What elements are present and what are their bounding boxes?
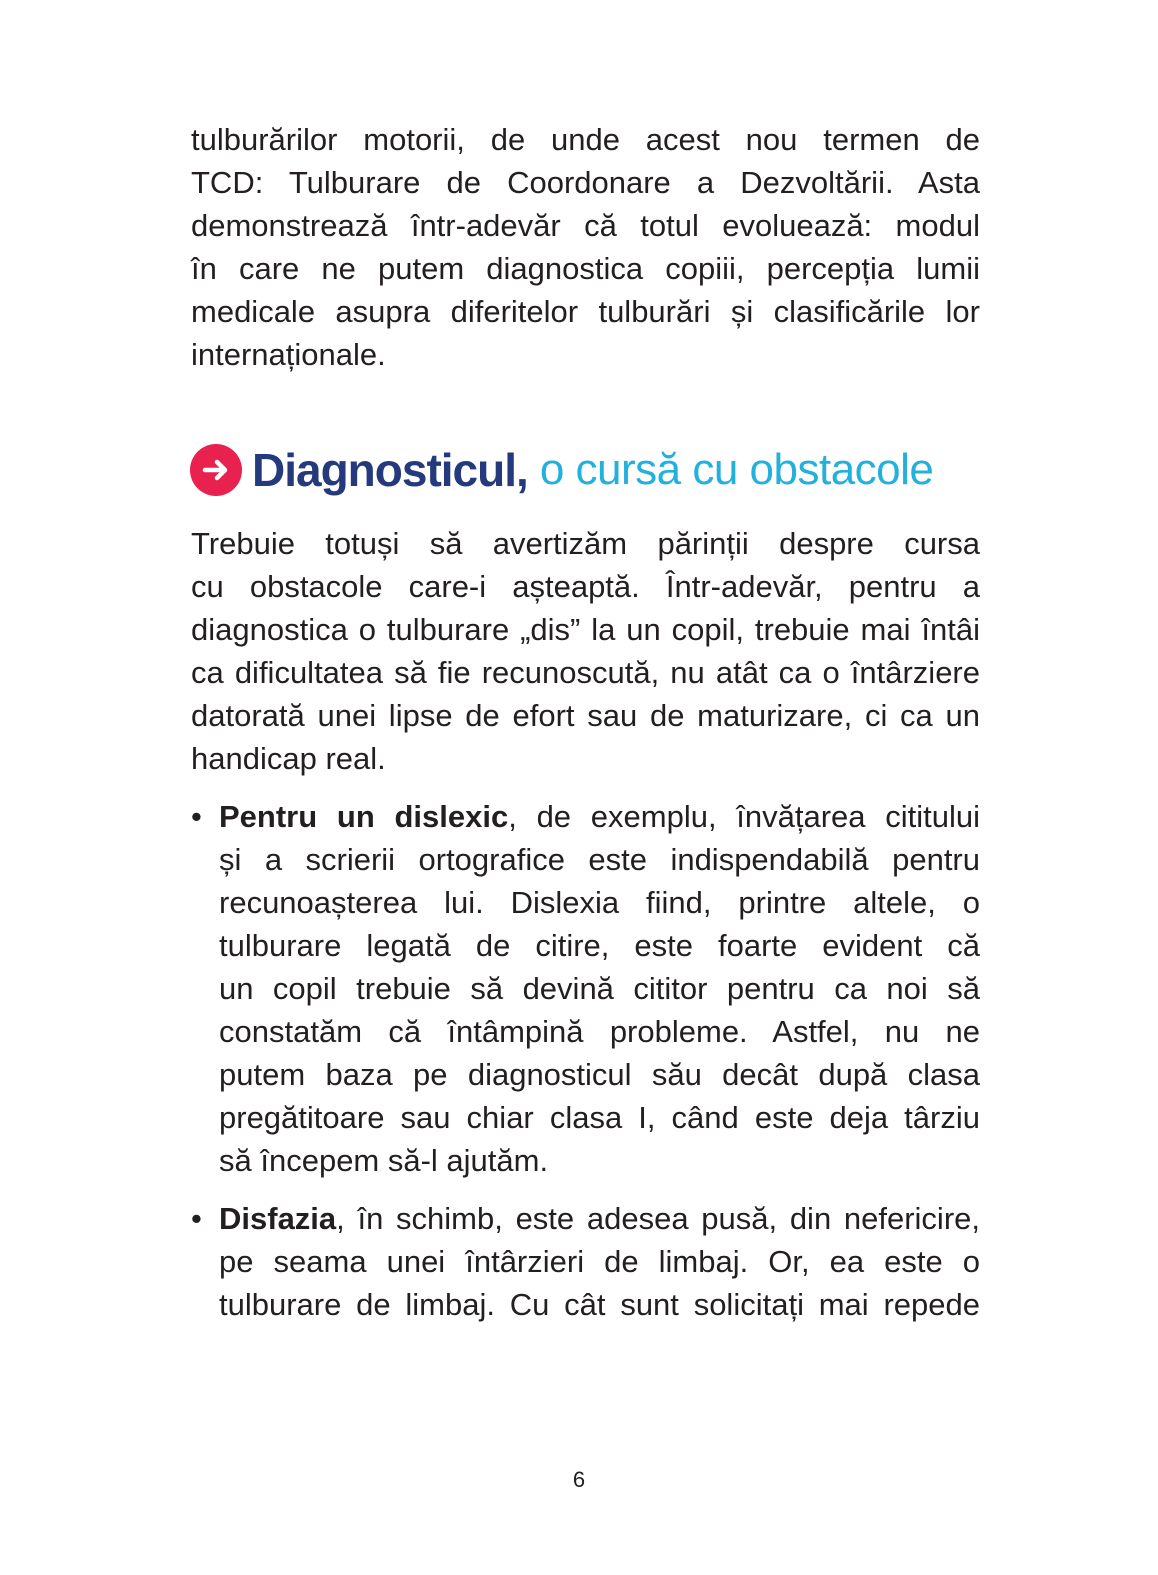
text-line bbox=[219, 1197, 980, 1240]
text-line-content: TCD: Tulburare de Coordonare a Dezvoltării. Asta bbox=[191, 165, 980, 200]
text-line bbox=[191, 522, 980, 565]
text-line-content: în care ne putem diagnostica copiii, percepția lumii bbox=[191, 251, 980, 286]
text-line-content: cu obstacole care-i așteaptă. Într-adevăr, pentru a bbox=[191, 569, 980, 604]
text-line bbox=[191, 118, 980, 161]
section-heading bbox=[190, 440, 933, 500]
text-line bbox=[219, 1139, 980, 1182]
text-line-content: demonstrează într-adevăr că totul evoluează: modul bbox=[191, 208, 980, 243]
text-line-content: un copil trebuie să devină cititor pentru ca noi să bbox=[219, 971, 980, 1006]
text-line-content: medicale asupra diferitelor tulburări și clasificările lor bbox=[191, 294, 980, 329]
paragraph-warning bbox=[191, 522, 980, 780]
text-line-content: să începem să-l ajutăm. bbox=[219, 1143, 549, 1178]
heading-bold: Diagnosticul, bbox=[252, 444, 528, 496]
text-line-content: ca dificultatea să fie recunoscută, nu atât ca o întârziere bbox=[191, 655, 980, 690]
text-line-content: handicap real. bbox=[191, 741, 386, 776]
text-line bbox=[219, 924, 980, 967]
text-line bbox=[219, 795, 980, 838]
text-line bbox=[191, 290, 980, 333]
text-line-content: constatăm că întâmpină probleme. Astfel, nu ne bbox=[219, 1014, 980, 1049]
text-line-content: , în schimb, este adesea pusă, din nefericire, bbox=[336, 1201, 980, 1236]
text-line-content: tulburare de limbaj. Cu cât sunt solicitați mai repede bbox=[219, 1287, 980, 1322]
text-line bbox=[219, 881, 980, 924]
text-line-content: pe seama unei întârzieri de limbaj. Or, ea este o bbox=[219, 1244, 980, 1279]
text-line bbox=[219, 838, 980, 881]
text-line-content: datorată unei lipse de efort sau de maturizare, ci ca un bbox=[191, 698, 980, 733]
text-line bbox=[219, 1283, 980, 1326]
text-line-content: internaționale. bbox=[191, 337, 386, 372]
text-line-content: , de exemplu, învățarea cititului bbox=[508, 799, 981, 834]
text-line-content: pregătitoare sau chiar clasa I, când este deja târziu bbox=[219, 1100, 980, 1135]
text-line-content: Trebuie totuși să avertizăm părinții despre cursa bbox=[191, 526, 980, 561]
text-line-content: diagnostica o tulburare „dis” la un copil, trebuie mai întâi bbox=[191, 612, 980, 647]
text-line-content: și a scrierii ortografice este indispendabilă pentru bbox=[219, 842, 980, 877]
bullet-marker: • bbox=[191, 799, 202, 834]
text-line bbox=[191, 737, 980, 780]
paragraph-intro bbox=[191, 118, 980, 376]
text-line-content: recunoașterea lui. Dislexia fiind, printre altele, o bbox=[219, 885, 980, 920]
bullet-marker: • bbox=[191, 1201, 202, 1236]
text-line bbox=[191, 565, 980, 608]
text-line bbox=[191, 608, 980, 651]
text-line bbox=[219, 1053, 980, 1096]
text-line bbox=[191, 333, 980, 376]
text-line-content: putem baza pe diagnosticul său decât după clasa bbox=[219, 1057, 980, 1092]
text-line bbox=[191, 161, 980, 204]
text-line bbox=[191, 651, 980, 694]
bullet-term: Pentru un dislexic bbox=[219, 799, 509, 834]
text-line bbox=[219, 1010, 980, 1053]
heading-subtitle: o cursă cu obstacole bbox=[539, 445, 934, 494]
page-number: 6 bbox=[572, 1467, 586, 1492]
text-line bbox=[219, 1240, 980, 1283]
text-line bbox=[219, 967, 980, 1010]
text-line-content: tulburare legată de citire, este foarte evident că bbox=[219, 928, 980, 963]
arrow-right-circle-icon bbox=[190, 444, 242, 496]
bullet-term: Disfazia bbox=[219, 1201, 337, 1236]
text-line bbox=[191, 247, 980, 290]
text-line bbox=[191, 694, 980, 737]
text-line-content: tulburărilor motorii, de unde acest nou termen de bbox=[191, 122, 980, 157]
text-line bbox=[191, 204, 980, 247]
text-line bbox=[219, 1096, 980, 1139]
